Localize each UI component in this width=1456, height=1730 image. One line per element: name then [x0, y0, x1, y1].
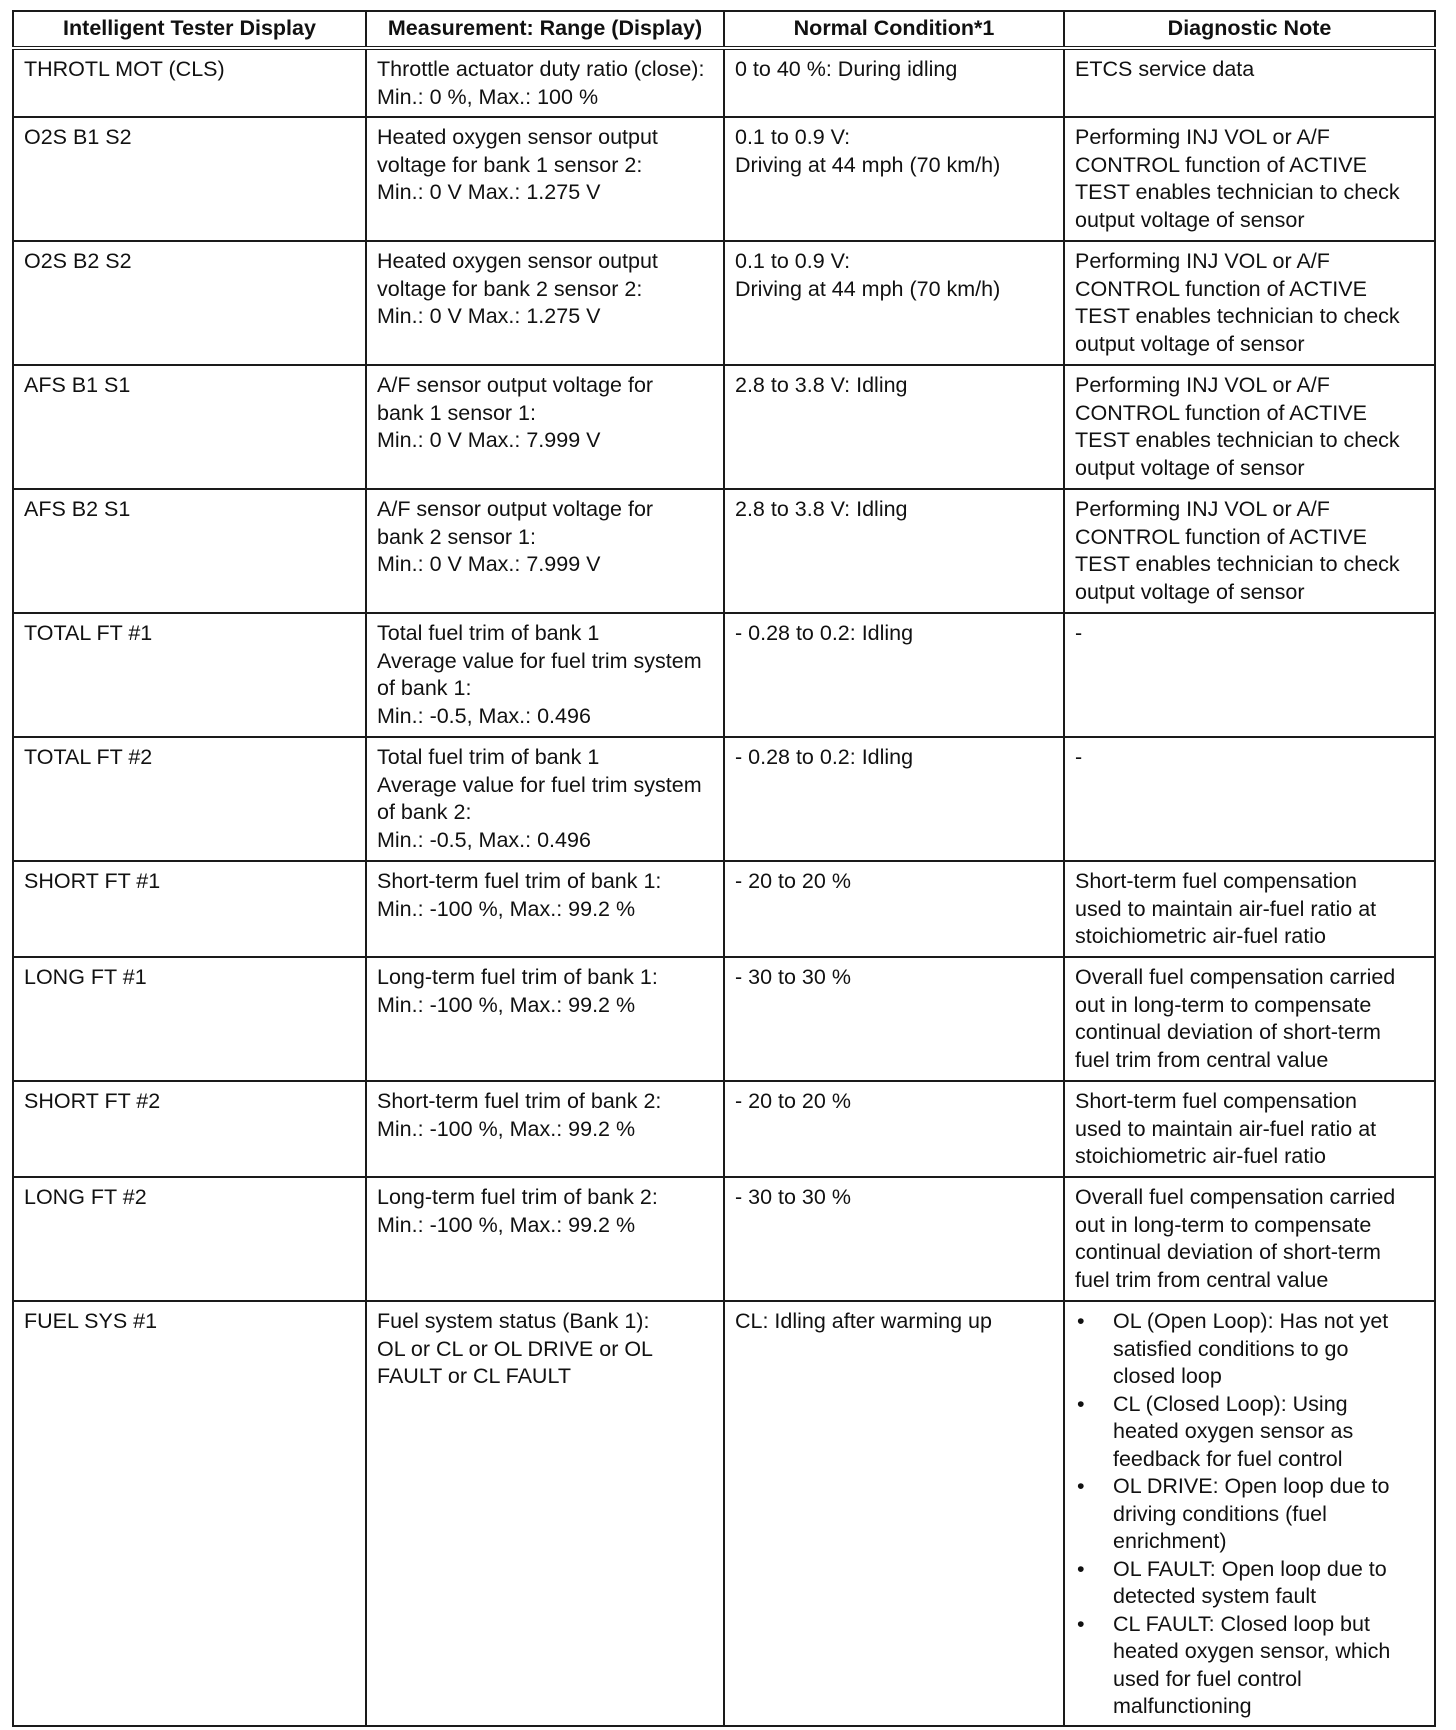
- cell-normal-condition: - 20 to 20 %: [724, 861, 1064, 957]
- cell-tester-display: THROTL MOT (CLS): [13, 48, 366, 117]
- cell-diagnostic-note: Overall fuel compensation carried out in long-term to compensate continual deviation of short-term fuel trim from central value: [1064, 957, 1435, 1081]
- cell-measurement: Throttle actuator duty ratio (close): Min.: 0 %, Max.: 100 %: [366, 48, 724, 117]
- cell-tester-display: SHORT FT #2: [13, 1081, 366, 1177]
- header-row: [13, 11, 1435, 48]
- list-item: • OL FAULT: Open loop due to detected system fault: [1075, 1556, 1426, 1611]
- cell-measurement: Total fuel trim of bank 1 Average value for fuel trim system of bank 1: Min.: -0.5, Max.: 0.496: [366, 613, 724, 737]
- list-item: • OL (Open Loop): Has not yet satisfied conditions to go closed loop: [1075, 1308, 1426, 1391]
- cell-tester-display: TOTAL FT #1: [13, 613, 366, 737]
- cell-measurement: Fuel system status (Bank 1): OL or CL or OL DRIVE or OL FAULT or CL FAULT: [366, 1301, 724, 1726]
- cell-tester-display: LONG FT #1: [13, 957, 366, 1081]
- cell-diagnostic-note: Performing INJ VOL or A/F CONTROL function of ACTIVE TEST enables technician to check output voltage of sensor: [1064, 489, 1435, 613]
- cell-measurement: Heated oxygen sensor output voltage for bank 1 sensor 2: Min.: 0 V Max.: 1.275 V: [366, 117, 724, 241]
- cell-diagnostic-note: Overall fuel compensation carried out in long-term to compensate continual deviation of short-term fuel trim from central value: [1064, 1177, 1435, 1301]
- header-measurement-range: Measurement: Range (Display): [366, 11, 724, 48]
- list-item: • CL FAULT: Closed loop but heated oxygen sensor, which used for fuel control malfunctioning: [1075, 1611, 1426, 1721]
- header-normal-condition: Normal Condition*1: [724, 11, 1064, 48]
- list-item: • OL DRIVE: Open loop due to driving conditions (fuel enrichment): [1075, 1473, 1426, 1556]
- cell-measurement: Short-term fuel trim of bank 2: Min.: -100 %, Max.: 99.2 %: [366, 1081, 724, 1177]
- cell-measurement: Long-term fuel trim of bank 2: Min.: -100 %, Max.: 99.2 %: [366, 1177, 724, 1301]
- table-row: [13, 737, 1435, 861]
- cell-diagnostic-note: -: [1064, 737, 1435, 861]
- cell-normal-condition: - 0.28 to 0.2: Idling: [724, 737, 1064, 861]
- table-row: [13, 861, 1435, 957]
- header-tester-display: Intelligent Tester Display: [13, 11, 366, 48]
- table-row: [13, 48, 1435, 117]
- cell-tester-display: FUEL SYS #1: [13, 1301, 366, 1726]
- cell-normal-condition: 2.8 to 3.8 V: Idling: [724, 365, 1064, 489]
- table-row: [13, 365, 1435, 489]
- cell-diagnostic-note: -: [1064, 613, 1435, 737]
- cell-diagnostic-note: Performing INJ VOL or A/F CONTROL function of ACTIVE TEST enables technician to check output voltage of sensor: [1064, 365, 1435, 489]
- cell-normal-condition: CL: Idling after warming up: [724, 1301, 1064, 1726]
- cell-tester-display: AFS B1 S1: [13, 365, 366, 489]
- table-row: [13, 1081, 1435, 1177]
- table-row: [13, 957, 1435, 1081]
- fuel-status-bullet-list: [1075, 1308, 1426, 1721]
- cell-tester-display: AFS B2 S1: [13, 489, 366, 613]
- cell-measurement: Long-term fuel trim of bank 1: Min.: -100 %, Max.: 99.2 %: [366, 957, 724, 1081]
- cell-tester-display: LONG FT #2: [13, 1177, 366, 1301]
- cell-measurement: A/F sensor output voltage for bank 2 sensor 1: Min.: 0 V Max.: 7.999 V: [366, 489, 724, 613]
- cell-measurement: A/F sensor output voltage for bank 1 sensor 1: Min.: 0 V Max.: 7.999 V: [366, 365, 724, 489]
- cell-measurement: Short-term fuel trim of bank 1: Min.: -100 %, Max.: 99.2 %: [366, 861, 724, 957]
- cell-tester-display: SHORT FT #1: [13, 861, 366, 957]
- cell-normal-condition: 0 to 40 %: During idling: [724, 48, 1064, 117]
- table-row: [13, 241, 1435, 365]
- table-row: [13, 613, 1435, 737]
- cell-normal-condition: - 30 to 30 %: [724, 957, 1064, 1081]
- table-row: [13, 489, 1435, 613]
- table-row: [13, 1301, 1435, 1726]
- cell-normal-condition: - 0.28 to 0.2: Idling: [724, 613, 1064, 737]
- cell-diagnostic-note: Short-term fuel compensation used to maintain air-fuel ratio at stoichiometric air-fuel ratio: [1064, 861, 1435, 957]
- cell-diagnostic-note: Short-term fuel compensation used to maintain air-fuel ratio at stoichiometric air-fuel ratio: [1064, 1081, 1435, 1177]
- cell-tester-display: O2S B2 S2: [13, 241, 366, 365]
- cell-diagnostic-note: Performing INJ VOL or A/F CONTROL function of ACTIVE TEST enables technician to check output voltage of sensor: [1064, 117, 1435, 241]
- cell-normal-condition: 2.8 to 3.8 V: Idling: [724, 489, 1064, 613]
- cell-normal-condition: - 30 to 30 %: [724, 1177, 1064, 1301]
- cell-diagnostic-note: ETCS service data: [1064, 48, 1435, 117]
- cell-tester-display: TOTAL FT #2: [13, 737, 366, 861]
- cell-normal-condition: - 20 to 20 %: [724, 1081, 1064, 1177]
- list-item: • CL (Closed Loop): Using heated oxygen sensor as feedback for fuel control: [1075, 1391, 1426, 1474]
- header-diagnostic-note: Diagnostic Note: [1064, 11, 1435, 48]
- cell-diagnostic-note: Performing INJ VOL or A/F CONTROL function of ACTIVE TEST enables technician to check output voltage of sensor: [1064, 241, 1435, 365]
- cell-tester-display: O2S B1 S2: [13, 117, 366, 241]
- table-row: [13, 117, 1435, 241]
- cell-diagnostic-note: [1064, 1301, 1435, 1726]
- data-list-table: [12, 10, 1436, 1727]
- table-row: [13, 1177, 1435, 1301]
- cell-normal-condition: 0.1 to 0.9 V: Driving at 44 mph (70 km/h): [724, 241, 1064, 365]
- cell-measurement: Total fuel trim of bank 1 Average value for fuel trim system of bank 2: Min.: -0.5, Max.: 0.496: [366, 737, 724, 861]
- document-page: [12, 10, 1434, 1727]
- cell-measurement: Heated oxygen sensor output voltage for bank 2 sensor 2: Min.: 0 V Max.: 1.275 V: [366, 241, 724, 365]
- cell-normal-condition: 0.1 to 0.9 V: Driving at 44 mph (70 km/h): [724, 117, 1064, 241]
